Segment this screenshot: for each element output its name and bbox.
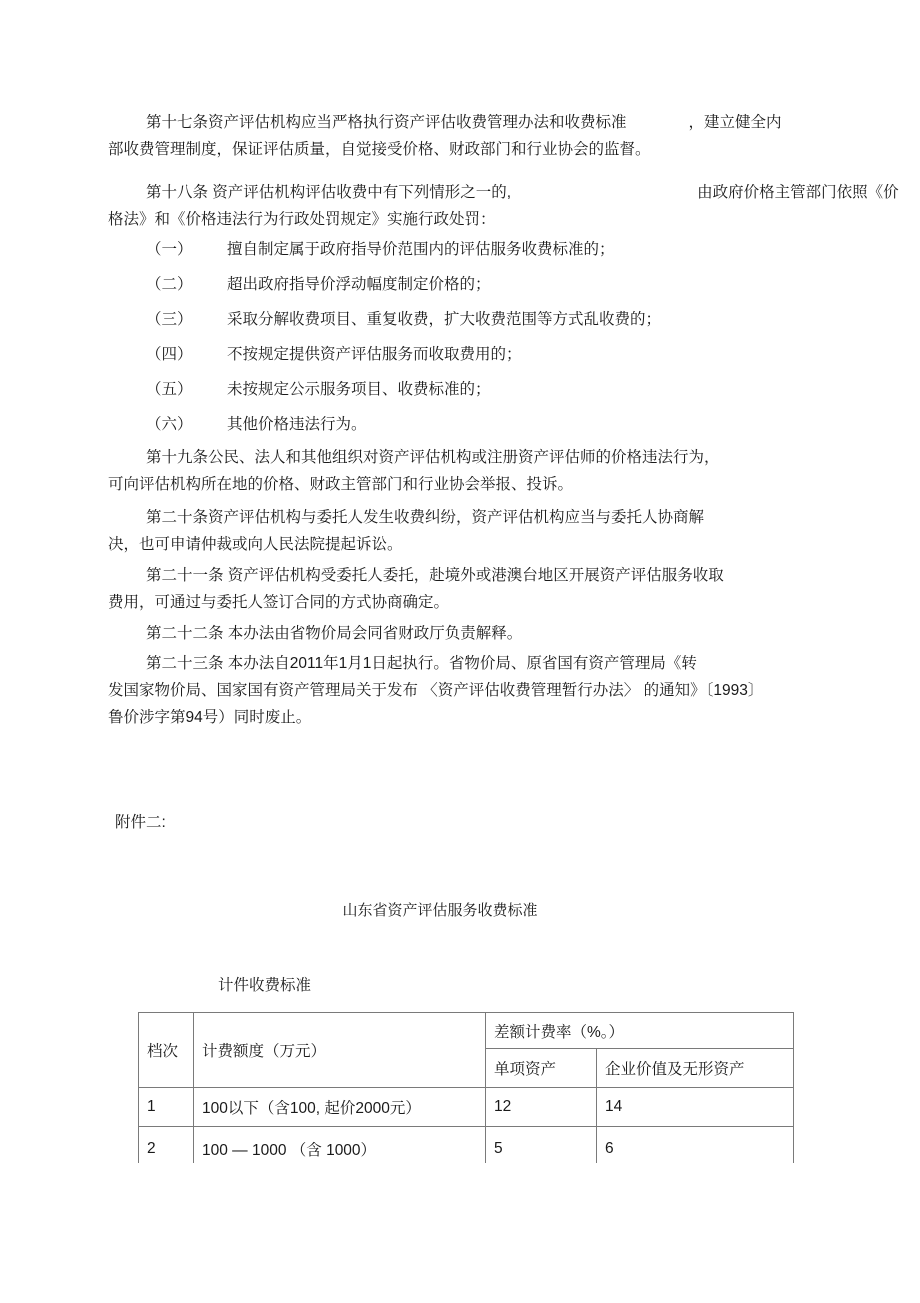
violation-text: 超出政府指导价浮动幅度制定价格的； xyxy=(227,276,491,293)
violation-number: （四） xyxy=(146,346,193,363)
article-line: 第二十条资产评估机构与委托人发生收费纠纷，资产评估机构应当与委托人协商解 xyxy=(146,509,705,526)
violation-number: （六） xyxy=(146,416,193,433)
cell-single-asset: 12 xyxy=(486,1088,597,1127)
article-22-paragraph xyxy=(108,620,910,647)
cell-enterprise: 6 xyxy=(597,1127,794,1164)
appendix-title: 山东省资产评估服务收费标准 xyxy=(342,902,538,919)
violations-list xyxy=(108,232,910,442)
article-line: 可向评估机构所在地的价格、财政主管部门和行业协会举报、投诉。 xyxy=(108,476,574,493)
article-line: 第二十一条 资产评估机构受委托人委托，赴境外或港澳台地区开展资产评估服务收取 xyxy=(146,567,724,584)
cell-tier: 2 xyxy=(139,1127,194,1164)
fee-table xyxy=(138,1012,794,1163)
header-rate-group: 差额计费率（%。） xyxy=(486,1013,794,1049)
article-19-paragraph xyxy=(108,444,910,498)
cell-amount: 100 — 1000 （含 1000） xyxy=(194,1127,486,1164)
article-line: 格法》和《价格违法行为行政处罚规定》实施行政处罚： xyxy=(108,211,496,228)
article-18-paragraph xyxy=(108,179,910,233)
article-17-paragraph xyxy=(108,109,910,163)
article-line: 发国家物价局、国家国有资产管理局关于发布 〈资产评估收费管理暂行办法〉 的通知》〔1993〕 xyxy=(108,682,764,699)
violation-text: 不按规定提供资产评估服务而收取费用的； xyxy=(227,346,522,363)
violation-item xyxy=(108,372,910,407)
article-line: 第十八条 资产评估机构评估收费中有下列情形之一的, 由政府价格主管部门依照《价 xyxy=(146,184,899,201)
attachment-label: 附件二: xyxy=(115,814,166,831)
violation-item xyxy=(108,232,910,267)
header-tier: 档次 xyxy=(139,1013,194,1088)
article-line: 第十七条资产评估机构应当严格执行资产评估收费管理办法和收费标准 ，建立健全内 xyxy=(146,114,782,131)
cell-tier: 1 xyxy=(139,1088,194,1127)
violation-number: （一） xyxy=(146,241,193,258)
header-single-asset: 单项资产 xyxy=(486,1049,597,1088)
article-20-paragraph xyxy=(108,504,910,558)
article-23-paragraph xyxy=(108,650,910,731)
fee-table-clip xyxy=(138,1012,795,1163)
violation-number: （五） xyxy=(146,381,193,398)
article-line: 鲁价涉字第94号）同时废止。 xyxy=(108,709,312,726)
header-amount: 计费额度（万元） xyxy=(194,1013,486,1088)
article-line: 部收费管理制度，保证评估质量，自觉接受价格、财政部门和行业协会的监督。 xyxy=(108,141,651,158)
violation-item xyxy=(108,267,910,302)
violation-item xyxy=(108,337,910,372)
article-line: 决，也可申请仲裁或向人民法院提起诉讼。 xyxy=(108,536,403,553)
violation-item xyxy=(108,407,910,442)
article-line: 第十九条公民、法人和其他组织对资产评估机构或注册资产评估师的价格违法行为， xyxy=(146,449,720,466)
cell-enterprise: 14 xyxy=(597,1088,794,1127)
violation-text: 其他价格违法行为。 xyxy=(227,416,367,433)
cell-single-asset: 5 xyxy=(486,1127,597,1164)
table-header-row xyxy=(139,1013,794,1049)
appendix-subtitle: 计件收费标准 xyxy=(218,977,312,994)
violation-number: （二） xyxy=(146,276,193,293)
violation-number: （三） xyxy=(146,311,193,328)
article-line: 第二十二条 本办法由省物价局会同省财政厅负责解释。 xyxy=(146,625,523,642)
article-line: 第二十三条 本办法自2011年1月1日起执行。省物价局、原省国有资产管理局《转 xyxy=(146,655,697,672)
violation-item xyxy=(108,302,910,337)
article-21-paragraph xyxy=(108,562,910,616)
violation-text: 未按规定公示服务项目、收费标准的； xyxy=(227,381,491,398)
table-row xyxy=(139,1127,794,1164)
table-row xyxy=(139,1088,794,1127)
cell-amount: 100以下（含100, 起价2000元） xyxy=(194,1088,486,1127)
violation-text: 采取分解收费项目、重复收费，扩大收费范围等方式乱收费的； xyxy=(227,311,662,328)
violation-text: 擅自制定属于政府指导价范围内的评估服务收费标准的； xyxy=(227,241,615,258)
header-enterprise: 企业价值及无形资产 xyxy=(597,1049,794,1088)
article-line: 费用，可通过与委托人签订合同的方式协商确定。 xyxy=(108,594,450,611)
